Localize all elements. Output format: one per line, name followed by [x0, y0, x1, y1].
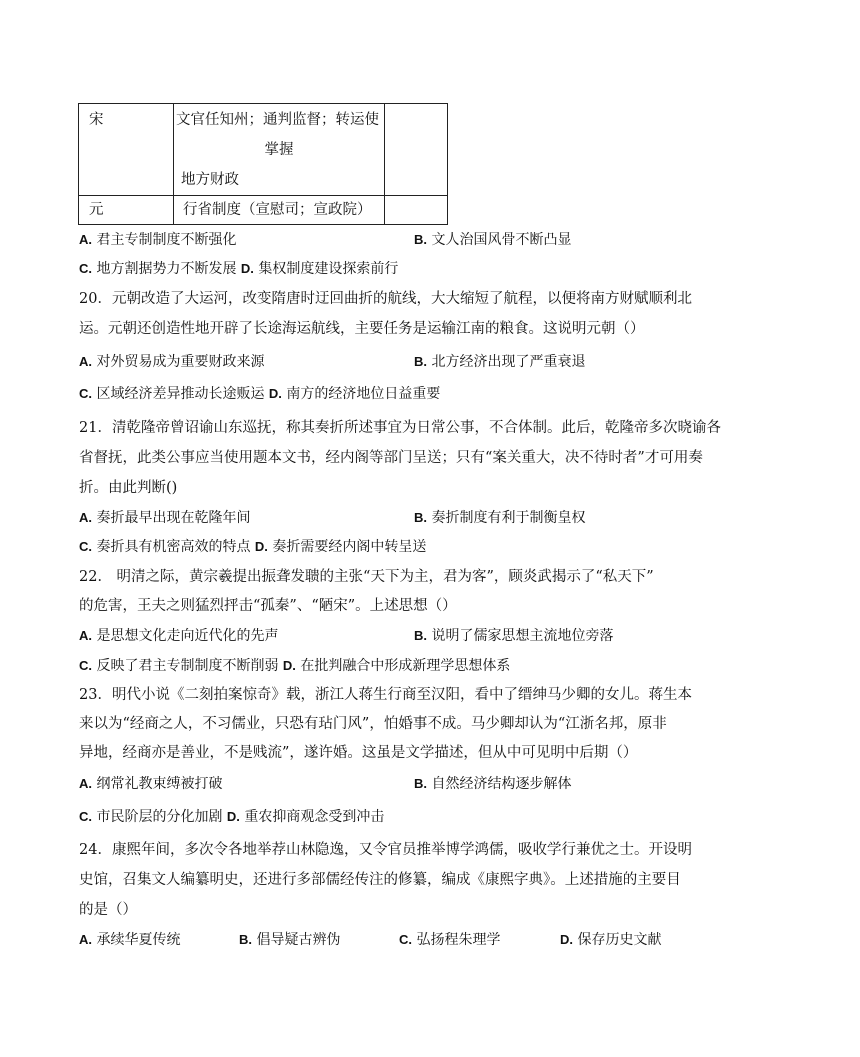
question-line: 异地，经商亦是善业，不是贱流”，遂许婚。这虽是文学描述，但从中可见明中后期（） [79, 745, 638, 761]
option-b: B. 说明了儒家思想主流地位旁落 [414, 628, 614, 644]
cell-text: 文官任知州；通判监督；转运使 [176, 112, 379, 128]
option-d: D. 保存历史文献 [560, 932, 662, 948]
table-row [79, 104, 448, 196]
table-cell [385, 104, 448, 196]
question-line: 来以为“经商之人，不习儒业，只恐有玷门风”，怕婚事不成。马少卿却认为“江浙名邦，原非 [79, 716, 667, 732]
option-a: A. 承续华夏传统 [79, 932, 181, 948]
question-line: 23．明代小说《二刻拍案惊奇》载，浙江人蒋生行商至汉阳，看中了缙绅马少卿的女儿。蒋生本 [79, 687, 692, 703]
question-line: 20．元朝改造了大运河，改变隋唐时迂回曲折的航线，大大缩短了航程，以便将南方财赋顺利北 [79, 291, 692, 307]
question-line: 史馆，召集文人编纂明史，还进行多部儒经传注的修纂，编成《康熙字典》。上述措施的主要目 [79, 872, 681, 888]
option-a: A. 是思想文化走向近代化的先声 [79, 628, 279, 644]
dynasty-table [78, 103, 448, 225]
option-a: A. 纲常礼教束缚被打破 [79, 776, 223, 792]
option-c-d: C. 区域经济差异推动长途贩运 D. 南方的经济地位日益重要 [79, 386, 441, 402]
option-c-d: C. 市民阶层的分化加剧 D. 重农抑商观念受到冲击 [79, 809, 385, 825]
question-line: 21．清乾隆帝曾诏谕山东巡抚，称其奏折所述事宜为日常公事，不合体制。此后，乾隆帝多次晓谕各 [79, 420, 721, 436]
question-line: 的是（） [79, 902, 137, 918]
table-cell [79, 196, 174, 225]
option-b: B. 北方经济出现了严重衰退 [414, 354, 586, 370]
question-line: 省督抚，此类公事应当使用题本文书，经内阁等部门呈送；只有“案关重大，决不待时者”才可用奏 [79, 450, 703, 466]
question-line: 24．康熙年间，多次令各地举荐山林隐逸，又令官员推举博学鸿儒，吸收学行兼优之士。开设明 [79, 842, 692, 858]
table-row [79, 196, 448, 225]
option-b: B. 奏折制度有利于制衡皇权 [414, 510, 586, 526]
table-cell [79, 104, 174, 196]
question-line: 的危害，王夫之则猛烈抨击“孤秦”、“陋宋”。上述思想（） [79, 598, 457, 614]
option-a: A. 对外贸易成为重要财政来源 [79, 354, 265, 370]
option-a: A. 君主专制制度不断强化 [79, 232, 237, 248]
option-c-d: C. 奏折具有机密高效的特点 D. 奏折需要经内阁中转呈送 [79, 539, 427, 555]
option-b: B. 自然经济结构逐步解体 [414, 776, 572, 792]
cell-text: 掌握 [264, 142, 294, 158]
dynasty-label: 宋 [89, 112, 104, 128]
dynasty-label: 元 [89, 202, 104, 218]
option-c-d: C. 反映了君主专制制度不断削弱 D. 在批判融合中形成新理学思想体系 [79, 658, 511, 674]
option-c: C. 弘扬程朱理学 [399, 932, 501, 948]
table-cell [174, 196, 385, 225]
table-cell [385, 196, 448, 225]
cell-text: 地方财政 [181, 172, 239, 188]
cell-text: 行省制度（宣慰司；宣政院） [183, 202, 372, 218]
table-cell [174, 104, 385, 196]
question-line: 运。元朝还创造性地开辟了长途海运航线，主要任务是运输江南的粮食。这说明元朝（） [79, 321, 645, 337]
question-line: 22． 明清之际，黄宗羲提出振聋发聩的主张“天下为主，君为客”，顾炎武揭示了“私天下” [79, 569, 654, 585]
option-a: A. 奏折最早出现在乾隆年间 [79, 510, 251, 526]
option-b: B. 文人治国风骨不断凸显 [414, 232, 572, 248]
option-c-d: C. 地方割据势力不断发展 D. 集权制度建设探索前行 [79, 261, 399, 277]
option-b: B. 倡导疑古辨伪 [239, 932, 341, 948]
question-line: 折。由此判断() [79, 480, 178, 496]
